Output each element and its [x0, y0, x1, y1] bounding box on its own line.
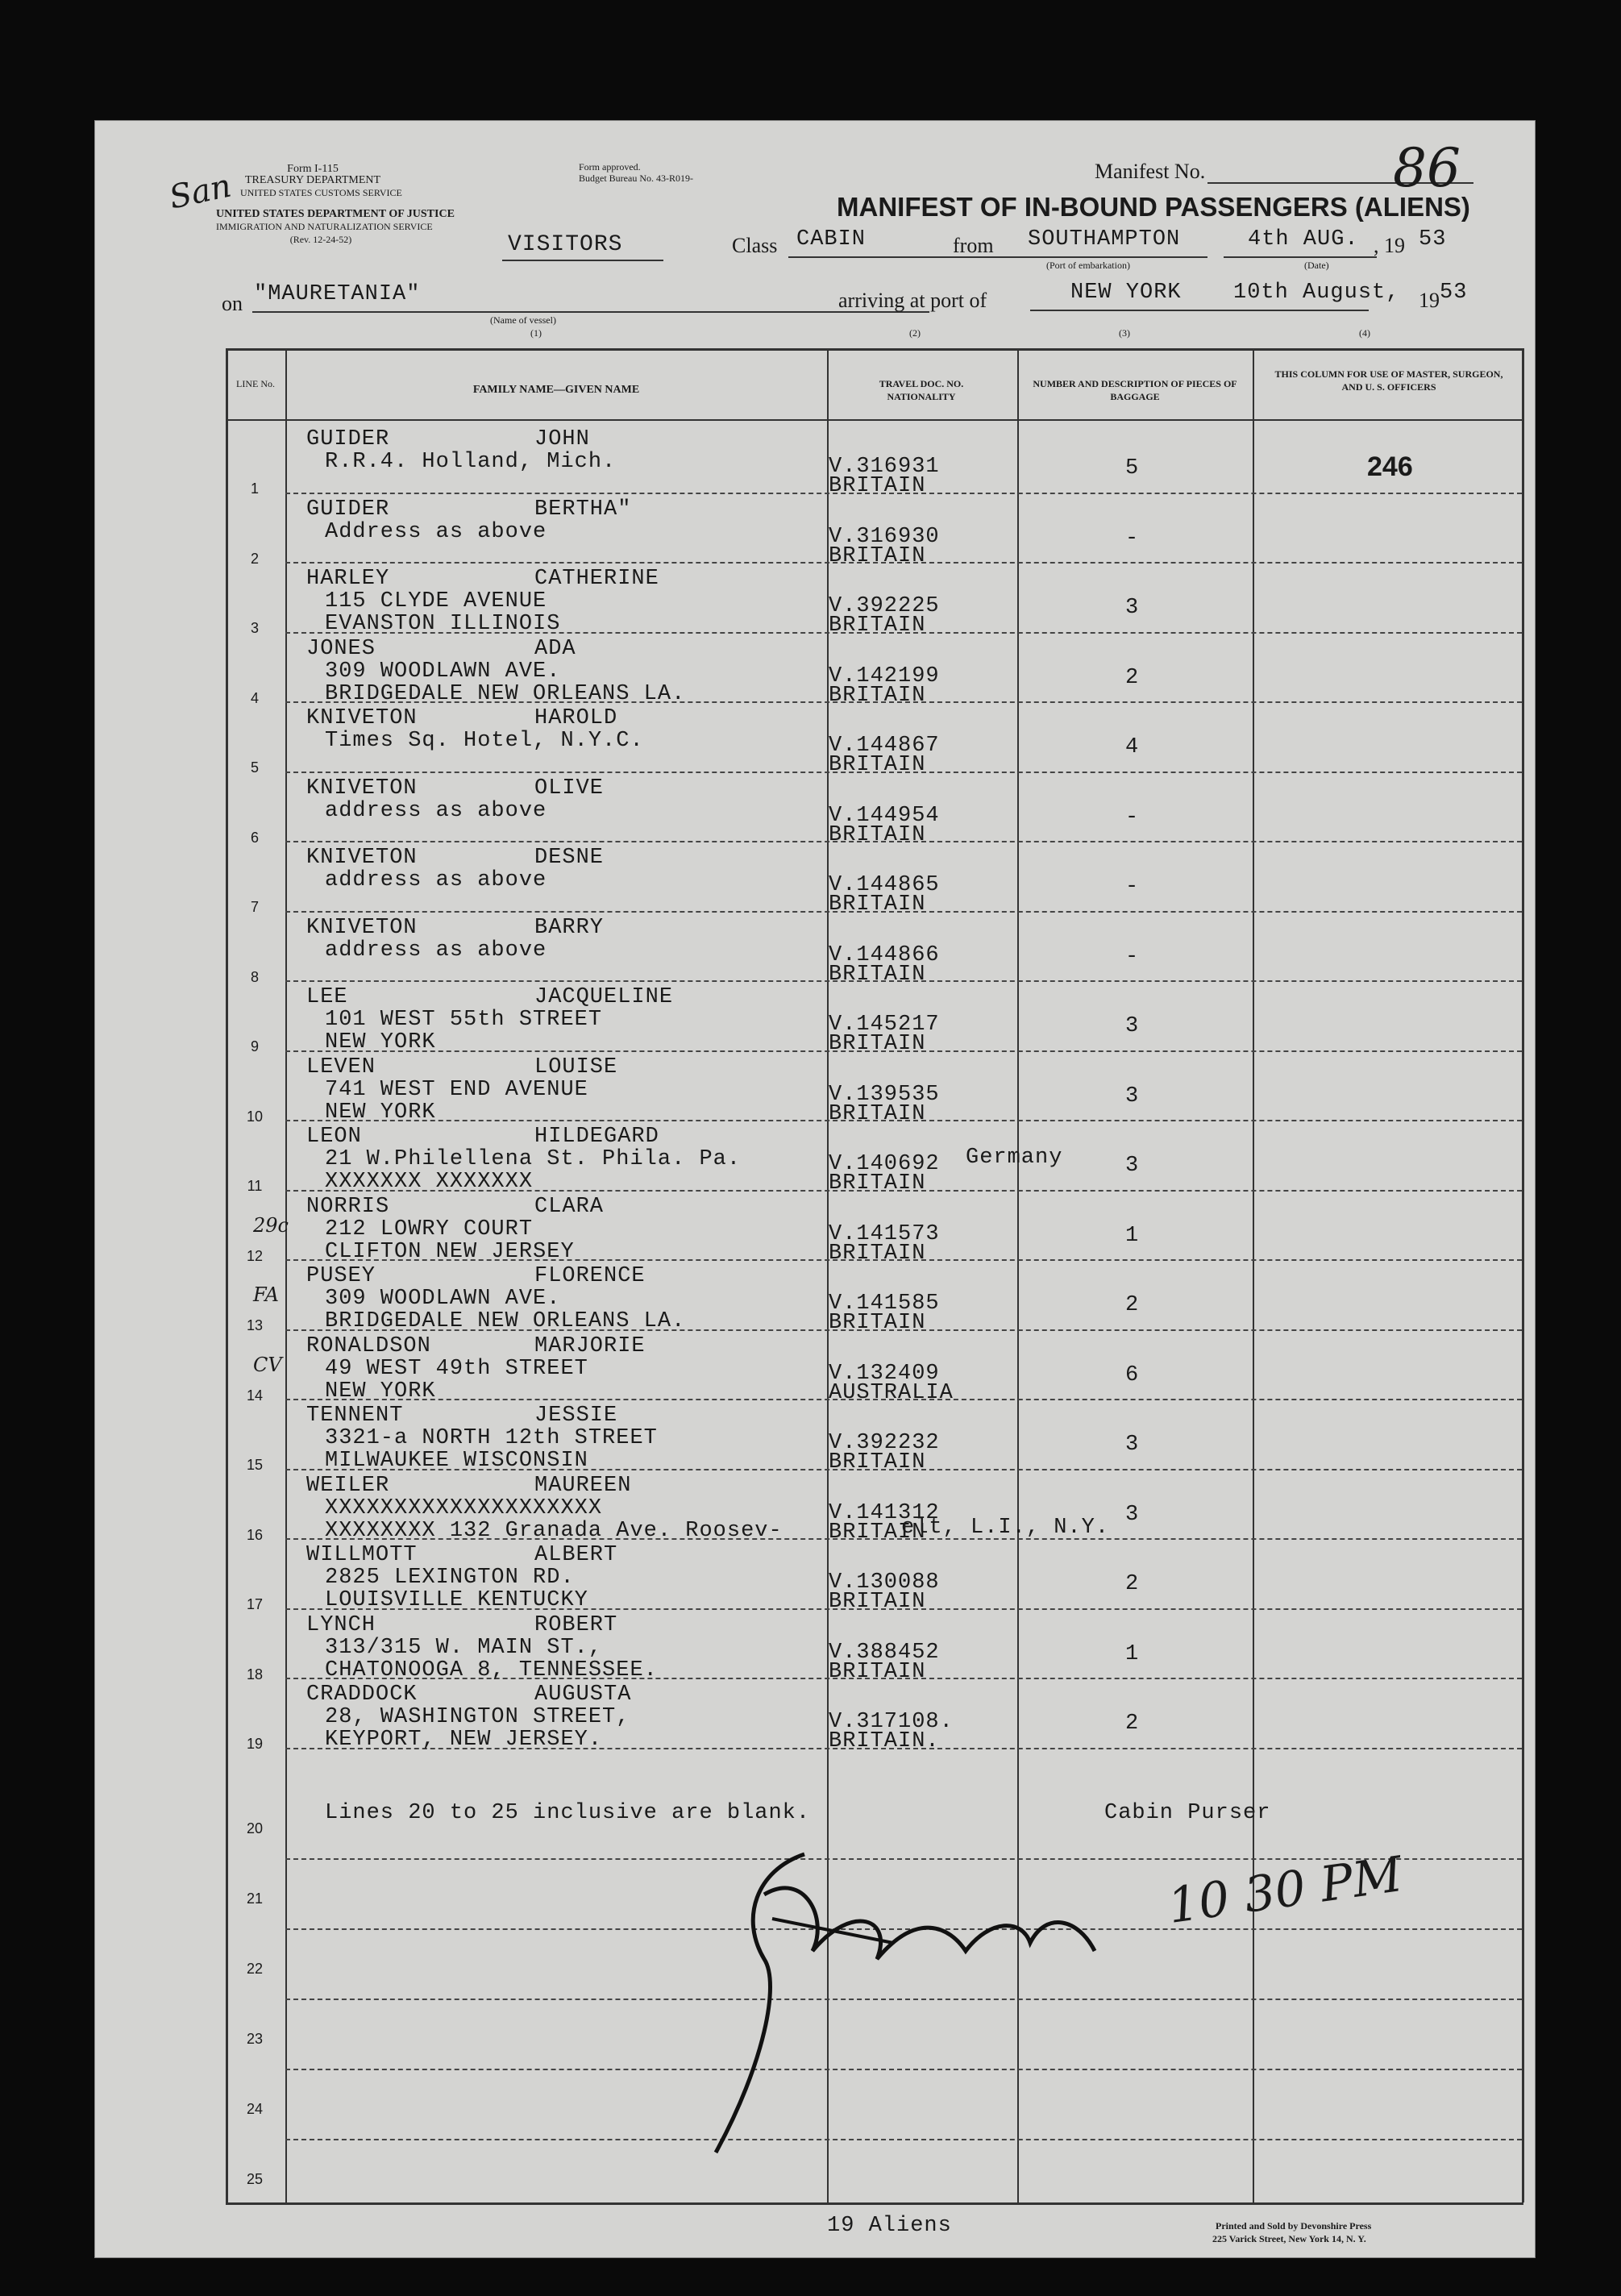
row-family-name: GUIDER: [306, 427, 390, 451]
class-label: Class: [732, 234, 778, 257]
arrival-year-prefix: 19: [1419, 289, 1440, 312]
row-travel-doc: V.141573: [829, 1221, 940, 1246]
row-travel-doc: V.141312: [829, 1500, 940, 1525]
row-line-number: 14: [246, 1387, 264, 1404]
row-given-name: AUGUSTA: [534, 1682, 632, 1707]
row-address-1: address as above: [325, 868, 547, 892]
row-given-name: LOUISE: [534, 1054, 618, 1079]
row-nationality: BRITAIN: [829, 1241, 926, 1266]
row-nationality: BRITAIN: [829, 1311, 926, 1335]
row-travel-doc: V.316931: [829, 455, 940, 479]
row-address-1: R.R.4. Holland, Mich.: [325, 450, 617, 474]
row-line-number: 6: [250, 829, 259, 846]
row-family-name: KNIVETON: [306, 846, 418, 870]
revision-date: (Rev. 12-24-52): [289, 234, 352, 245]
row-family-name: LYNCH: [306, 1612, 376, 1637]
total-aliens: 19 Aliens: [827, 2214, 952, 2238]
manifest-number: 86: [1393, 137, 1461, 199]
row-given-name: CATHERINE: [534, 567, 659, 591]
row-line-number: 16: [246, 1526, 264, 1543]
row-baggage: 3: [1125, 1014, 1140, 1038]
col-num-4: (4): [1359, 327, 1370, 339]
form-number: Form I-115: [287, 163, 339, 175]
blank-row-number: 25: [246, 2171, 264, 2187]
row-given-name: MARJORIE: [534, 1333, 646, 1358]
row-given-name: FLORENCE: [534, 1264, 646, 1288]
row-baggage: -: [1125, 944, 1140, 969]
row-margin-note: FA: [253, 1283, 279, 1306]
row-line-number: 7: [250, 899, 259, 915]
row-family-name: JONES: [306, 636, 376, 661]
row-nationality: BRITAIN: [829, 1659, 926, 1684]
row-address-1: Address as above: [325, 519, 547, 544]
row-nationality: BRITAIN.: [829, 1729, 940, 1753]
col-header-baggage: NUMBER AND DESCRIPTION OF PIECES OF BAGGAGE: [1033, 378, 1237, 402]
printer-line-1: Printed and Sold by Devonshire Press: [1216, 2220, 1372, 2232]
row-family-name: WEILER: [306, 1473, 390, 1498]
row-baggage: 5: [1125, 456, 1140, 480]
on-label: on: [222, 292, 243, 315]
row-given-name: HILDEGARD: [534, 1125, 659, 1149]
row-travel-doc: V.141585: [829, 1292, 940, 1316]
row-address-1: Times Sq. Hotel, N.Y.C.: [325, 729, 644, 753]
row-travel-doc: V.130088: [829, 1570, 940, 1595]
row-address-1: 3321-a NORTH 12th STREET: [325, 1426, 658, 1450]
row-address-2: NEW YORK: [325, 1030, 436, 1054]
blank-row-number: 23: [246, 2031, 264, 2047]
row-family-name: RONALDSON: [306, 1333, 431, 1358]
row-baggage: 3: [1125, 1084, 1140, 1108]
row-baggage: 1: [1125, 1223, 1140, 1248]
row-travel-doc: V.316930: [829, 524, 940, 549]
row-line-number: 4: [250, 689, 259, 706]
row-given-name: JOHN: [534, 427, 590, 451]
row-line-number: 18: [246, 1666, 264, 1682]
row-travel-doc: V.142199: [829, 663, 940, 688]
row-family-name: CRADDOCK: [306, 1682, 418, 1707]
row-address-2: XXXXXXX XXXXXXX: [325, 1170, 534, 1194]
row-travel-doc: V.392225: [829, 594, 940, 618]
row-family-name: KNIVETON: [306, 776, 418, 801]
row-margin-note: 29c: [253, 1213, 289, 1237]
row-travel-doc: V.388452: [829, 1640, 940, 1665]
row-given-name: ADA: [534, 636, 576, 661]
row-family-name: WILLMOTT: [306, 1543, 418, 1567]
row-address-1: 2825 LEXINGTON RD.: [325, 1566, 575, 1590]
row-nationality: AUSTRALIA: [829, 1380, 954, 1405]
row-nationality: BRITAIN: [829, 474, 926, 498]
row-given-name: OLIVE: [534, 776, 605, 801]
row-baggage: 3: [1125, 1154, 1140, 1178]
row-address-1: address as above: [325, 798, 547, 823]
row-address-2: XXXXXXXX 132 Granada Ave. Roosev-: [325, 1518, 783, 1543]
row-line-number: 13: [246, 1317, 264, 1333]
row-given-name: ROBERT: [534, 1612, 618, 1637]
row-address-1: 115 CLYDE AVENUE: [325, 589, 547, 614]
row-baggage: 4: [1125, 735, 1140, 759]
row-given-name: HAROLD: [534, 706, 618, 730]
date-caption: (Date): [1304, 260, 1329, 271]
row-address-2: BRIDGEDALE NEW ORLEANS LA.: [325, 681, 686, 706]
row-family-name: TENNENT: [306, 1404, 404, 1428]
row-travel-doc: V.144866: [829, 942, 940, 967]
row-nationality: BRITAIN: [829, 1520, 926, 1545]
handwritten-corner-mark: San: [166, 167, 235, 217]
row-travel-doc: V.145217: [829, 1013, 940, 1037]
row-baggage: 2: [1125, 665, 1140, 690]
row-given-name: BARRY: [534, 915, 605, 940]
row-address-2: NEW YORK: [325, 1379, 436, 1404]
purser-signature: [708, 1822, 1207, 2177]
row-line-number: 19: [246, 1736, 264, 1752]
row-baggage: -: [1125, 526, 1140, 551]
row-address-2: LOUISVILLE KENTUCKY: [325, 1588, 588, 1612]
row-family-name: KNIVETON: [306, 706, 418, 730]
row-line-number: 3: [250, 620, 259, 636]
manifest-no-label: Manifest No.: [1095, 160, 1206, 183]
from-value: SOUTHAMPTON: [1028, 227, 1181, 252]
vessel-name: "MAURETANIA": [254, 282, 421, 306]
row-address-2: EVANSTON ILLINOIS: [325, 612, 561, 636]
row-given-name: CLARA: [534, 1194, 605, 1219]
row-line-number: 5: [250, 759, 259, 776]
row-baggage: 3: [1125, 1502, 1140, 1527]
row-baggage: 1: [1125, 1641, 1140, 1666]
col-num-3: (3): [1119, 327, 1130, 339]
manifest-page: [95, 121, 1535, 2257]
row-address-2: KEYPORT, NEW JERSEY.: [325, 1728, 603, 1752]
row-nationality: BRITAIN: [829, 614, 926, 638]
row-address-1: address as above: [325, 938, 547, 963]
row-address-2: BRIDGEDALE NEW ORLEANS LA.: [325, 1309, 686, 1333]
embark-date: 4th AUG.: [1248, 227, 1359, 252]
row-address-1: 309 WOODLAWN AVE.: [325, 659, 561, 684]
row-officer-number: 246: [1367, 451, 1413, 482]
ins-service: IMMIGRATION AND NATURALIZATION SERVICE: [216, 221, 433, 232]
blank-row-number: 21: [246, 1890, 264, 1907]
row-given-name: JESSIE: [534, 1404, 618, 1428]
row-nationality: BRITAIN: [829, 892, 926, 917]
row-baggage: 2: [1125, 1293, 1140, 1317]
blank-row-number: 24: [246, 2101, 264, 2117]
row-nationality: BRITAIN: [829, 1450, 926, 1475]
row-baggage: 2: [1125, 1572, 1140, 1596]
printer-line-2: 225 Varick Street, New York 14, N. Y.: [1212, 2233, 1366, 2244]
row-nationality: BRITAIN: [829, 543, 926, 568]
row-travel-doc: V.132409: [829, 1361, 940, 1386]
col-header-line: LINE No.: [236, 378, 275, 389]
blank-row-number: 22: [246, 1961, 264, 1977]
row-line-number: 10: [246, 1108, 264, 1125]
port-embark-caption: (Port of embarkation): [1046, 260, 1130, 271]
row-family-name: GUIDER: [306, 497, 390, 522]
row-given-name: BERTHA": [534, 497, 632, 522]
row-baggage: 2: [1125, 1712, 1140, 1736]
treasury-dept: TREASURY DEPARTMENT: [244, 174, 381, 186]
class-value: CABIN: [796, 227, 867, 252]
col-header-officers: THIS COLUMN FOR USE OF MASTER, SURGEON, AND U. S. OFFICERS: [1274, 368, 1503, 393]
row-travel-doc: V.392232: [829, 1431, 940, 1455]
customs-service: UNITED STATES CUSTOMS SERVICE: [240, 187, 402, 198]
blank-row-number: 20: [246, 1820, 264, 1836]
row-family-name: NORRIS: [306, 1194, 390, 1219]
row-address-2: MILWAUKEE WISCONSIN: [325, 1449, 588, 1473]
row-line-number: 11: [247, 1178, 263, 1194]
row-line-number: 1: [250, 480, 259, 497]
row-nationality: BRITAIN: [829, 962, 926, 987]
row-remark: Germany: [966, 1146, 1063, 1170]
col-header-name: FAMILY NAME—GIVEN NAME: [472, 384, 640, 396]
row-nationality: BRITAIN: [829, 1101, 926, 1126]
row-address-1: 741 WEST END AVENUE: [325, 1077, 588, 1102]
row-given-name: MAUREEN: [534, 1473, 632, 1498]
row-address-2: NEW YORK: [325, 1100, 436, 1125]
row-baggage: -: [1125, 805, 1140, 830]
arrival-port: NEW YORK: [1070, 281, 1182, 305]
row-travel-doc: V.139535: [829, 1082, 940, 1107]
vessel-caption: (Name of vessel): [490, 314, 556, 326]
row-line-number: 2: [250, 550, 259, 567]
from-label: from: [953, 234, 994, 257]
arriving-label: arriving at port of: [838, 289, 987, 312]
row-baggage: 6: [1125, 1362, 1140, 1387]
row-nationality: BRITAIN: [829, 753, 926, 777]
row-nationality: BRITAIN: [829, 1032, 926, 1056]
row-nationality: BRITAIN: [829, 1590, 926, 1614]
signature-time: 10 30 PM: [1164, 1845, 1407, 1936]
row-address-1: 309 WOODLAWN AVE.: [325, 1287, 561, 1311]
row-address-1: 49 WEST 49th STREET: [325, 1356, 588, 1381]
purser-title: Cabin Purser: [1104, 1801, 1271, 1825]
budget-bureau: Budget Bureau No. 43-R019-: [579, 173, 693, 184]
row-line-number: 12: [246, 1247, 264, 1264]
row-nationality: BRITAIN: [829, 683, 926, 708]
row-address-1: 313/315 W. MAIN ST.,: [325, 1635, 603, 1660]
embark-year: 53: [1419, 227, 1447, 252]
row-line-number: 15: [246, 1457, 264, 1473]
row-travel-doc: V.317108.: [829, 1710, 954, 1734]
row-line-number: 8: [250, 968, 259, 985]
row-baggage: 3: [1125, 1433, 1140, 1457]
row-given-name: DESNE: [534, 846, 605, 870]
row-line-number: 9: [250, 1038, 259, 1054]
arrival-year: 53: [1440, 281, 1468, 305]
row-baggage: -: [1125, 875, 1140, 899]
row-nationality: BRITAIN: [829, 1171, 926, 1196]
row-address-1: 101 WEST 55th STREET: [325, 1008, 603, 1032]
row-family-name: PUSEY: [306, 1264, 376, 1288]
row-address-2: CLIFTON NEW JERSEY: [325, 1239, 575, 1264]
row-travel-doc: V.144865: [829, 873, 940, 897]
col-num-2: (2): [909, 327, 921, 339]
row-travel-doc: V.140692: [829, 1152, 940, 1176]
arrival-date: 10th August,: [1233, 281, 1400, 305]
vessel-col-num: (1): [530, 327, 542, 339]
row-family-name: LEE: [306, 985, 348, 1009]
row-address-1: XXXXXXXXXXXXXXXXXXXX: [325, 1495, 603, 1520]
col-header-travel: TRAVEL DOC. NO. NATIONALITY: [879, 378, 964, 402]
row-margin-note: CV: [253, 1353, 282, 1376]
row-baggage: 3: [1125, 596, 1140, 620]
row-family-name: LEVEN: [306, 1054, 376, 1079]
row-family-name: KNIVETON: [306, 915, 418, 940]
blank-lines-note: Lines 20 to 25 inclusive are blank.: [325, 1801, 811, 1825]
row-address-1: 21 W.Philellena St. Phila. Pa.: [325, 1147, 742, 1171]
year-prefix: , 19: [1374, 234, 1405, 257]
row-address-1: 28, WASHINGTON STREET,: [325, 1705, 630, 1729]
form-approved: Form approved.: [579, 161, 641, 173]
row-family-name: LEON: [306, 1125, 362, 1149]
row-line-number: 17: [246, 1596, 264, 1612]
row-nationality: BRITAIN: [829, 822, 926, 847]
row-travel-doc: V.144954: [829, 803, 940, 828]
row-remark: elt, L.I., N.Y.: [901, 1515, 1110, 1540]
row-given-name: ALBERT: [534, 1543, 618, 1567]
justice-dept: UNITED STATES DEPARTMENT OF JUSTICE: [216, 208, 455, 220]
visitors-label: VISITORS: [508, 232, 623, 257]
row-family-name: HARLEY: [306, 567, 390, 591]
row-travel-doc: V.144867: [829, 734, 940, 758]
row-address-2: CHATONOOGA 8, TENNESSEE.: [325, 1658, 658, 1682]
row-given-name: JACQUELINE: [534, 985, 674, 1009]
row-address-1: 212 LOWRY COURT: [325, 1217, 534, 1242]
page-title: MANIFEST OF IN-BOUND PASSENGERS (ALIENS): [837, 192, 1470, 222]
